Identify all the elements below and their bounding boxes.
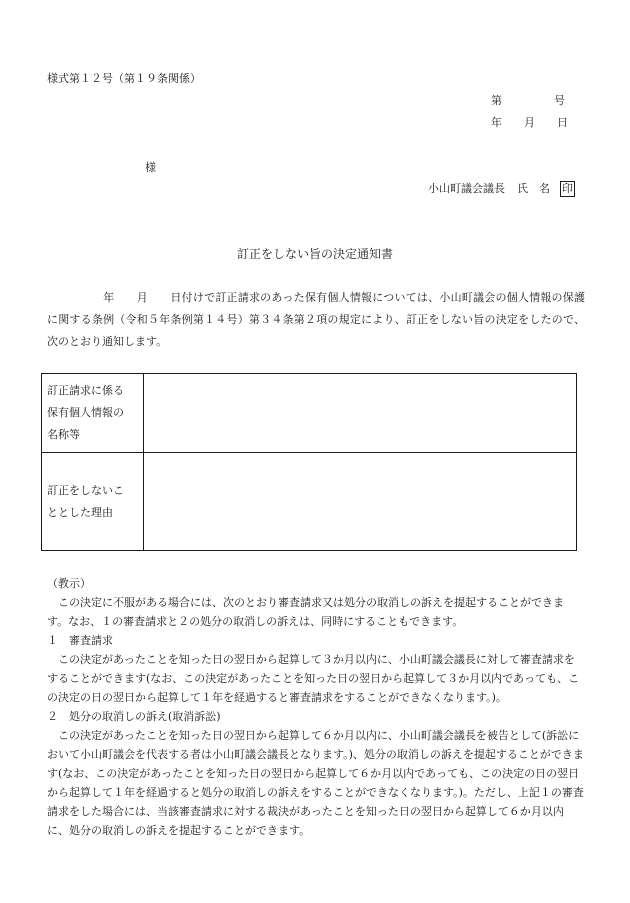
date-month: 月 <box>524 116 535 129</box>
table-row <box>42 374 577 453</box>
label-line: 名称等 <box>47 428 80 441</box>
notes-item2-text: この決定があったことを知った日の翌日から起算して６か月以内に、小山町議会議長を被告として(訴訟において小山町議会を代表する者は小山町議会議長となります。)、処分の取消しの訴えを提起することができます(なお、この決定があったことを知った日の翌日から起算して６か月以内であっても、この決定の日の翌日から起算して１年を経過すると処分の取消しの訴えをすることができなくなります。)。ただし、上記１の審査請求をした場合には、当該審査請求に対する裁決があったことを知った日の翌日から起算して６か月以内に、処分の取消しの訴えを提起することができます。 <box>47 729 584 837</box>
label-line: 訂正請求に係る <box>47 384 124 397</box>
notes-item1-title: １ 審査請求 <box>47 634 113 647</box>
label-line: ととした理由 <box>47 505 113 519</box>
document-title: 訂正をしない旨の決定通知書 <box>236 247 393 261</box>
document-number-line <box>491 92 565 108</box>
notes-item1-text: この決定があったことを知った日の翌日から起算して３か月以内に、小山町議会議長に対して審査請求をすることができます(なお、この決定があったことを知った日の翌日から起算して３か月以内であっても、この決定の日の翌日から起算して１年を経過すると審査請求をすることができなくなります。)。 <box>47 653 580 704</box>
number-suffix: 号 <box>554 94 565 107</box>
label-cell-record-name <box>42 374 144 453</box>
sender-title: 小山町議会議長 <box>428 182 505 195</box>
notes-heading: （教示） <box>47 577 91 590</box>
label-line: 保有個人情報の <box>47 406 124 419</box>
date-day: 日 <box>557 116 568 129</box>
date-year: 年 <box>491 116 502 129</box>
number-prefix: 第 <box>491 94 502 107</box>
label-line: 訂正をしないこ <box>47 483 124 497</box>
appeal-notice <box>47 574 585 840</box>
notes-intro: この決定に不服がある場合には、次のとおり審査請求又は処分の取消しの訴えを提起することができます。なお、１の審査請求と２の処分の取消しの訴えは、同時にすることもできます。 <box>47 596 564 628</box>
form-number: 様式第１２号（第１９条関係） <box>47 72 201 85</box>
sender-block <box>428 180 575 197</box>
table-row <box>42 453 577 551</box>
addressee-honorific: 様 <box>145 161 156 174</box>
seal-mark: 印 <box>562 182 573 195</box>
label-cell-reason <box>42 453 144 551</box>
info-table <box>41 373 577 551</box>
value-cell-record-name <box>144 374 577 453</box>
sender-name-label: 氏 名 <box>517 182 550 195</box>
notes-item2-title: ２ 処分の取消しの訴え(取消訴訟) <box>47 710 221 723</box>
date-line <box>491 114 568 130</box>
value-cell-reason <box>144 453 577 551</box>
body-paragraph: 年 月 日付けで訂正請求のあった保有個人情報については、小山町議会の個人情報の保護に関する条例（令和５年条例第１４号）第３４条第２項の規定により、訂正をしない旨の決定をしたので、次のとおり通知します。 <box>47 291 585 348</box>
